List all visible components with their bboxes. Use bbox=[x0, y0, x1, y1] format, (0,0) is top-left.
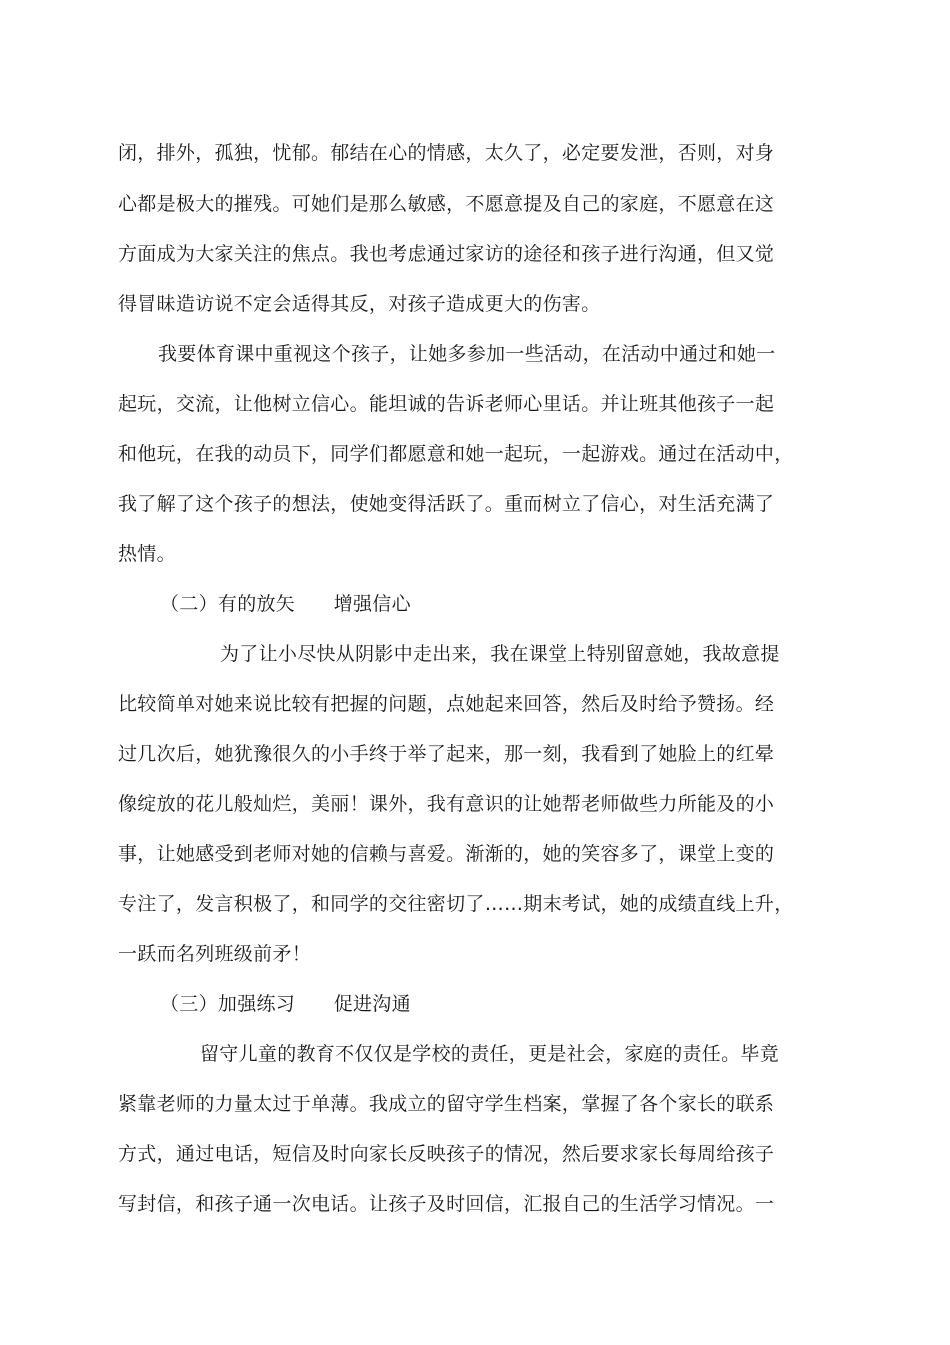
text-line: 心都是极大的摧残。可她们是那么敏感，不愿意提及自己的家庭，不愿意在这 bbox=[118, 193, 775, 215]
text-line: 紧靠老师的力量太过于单薄。我成立的留守学生档案，掌握了各个家长的联系 bbox=[118, 1093, 775, 1115]
text-line: 方式，通过电话，短信及时向家长反映孩子的情况，然后要求家长每周给孩子 bbox=[118, 1143, 775, 1165]
text-line: 事，让她感受到老师对她的信赖与喜爱。渐渐的，她的笑容多了，课堂上变的 bbox=[118, 843, 775, 865]
text-line: 过几次后，她犹豫很久的小手终于举了起来，那一刻，我看到了她脸上的红晕 bbox=[118, 743, 775, 765]
text-line: 写封信，和孩子通一次电话。让孩子及时回信，汇报自己的生活学习情况。一 bbox=[118, 1193, 775, 1215]
text-line: 热情。 bbox=[118, 543, 176, 565]
text-line: 专注了，发言积极了，和同学的交往密切了……期末考试，她的成绩直线上升， bbox=[118, 893, 794, 915]
text-line: 我要体育课中重视这个孩子，让她多参加一些活动，在活动中通过和她一 bbox=[158, 343, 776, 365]
text-line: 方面成为大家关注的焦点。我也考虑通过家访的途径和孩子进行沟通，但又觉 bbox=[118, 243, 775, 265]
section-heading: （三）加强练习 促进沟通 bbox=[160, 993, 411, 1015]
text-line: 像绽放的花儿般灿烂，美丽！课外，我有意识的让她帮老师做些力所能及的小 bbox=[118, 793, 775, 815]
text-line: 得冒昧造访说不定会适得其反，对孩子造成更大的伤害。 bbox=[118, 293, 601, 315]
text-line: 比较简单对她来说比较有把握的问题，点她起来回答，然后及时给予赞扬。经 bbox=[118, 693, 775, 715]
text-line: 和他玩，在我的动员下，同学们都愿意和她一起玩，一起游戏。通过在活动中， bbox=[118, 443, 794, 465]
text-line: 为了让小尽快从阴影中走出来，我在课堂上特别留意她，我故意提 bbox=[220, 643, 780, 665]
text-line: 闭，排外，孤独，忧郁。郁结在心的情感，太久了，必定要发泄，否则，对身 bbox=[118, 142, 775, 164]
section-heading: （二）有的放矢 增强信心 bbox=[160, 593, 411, 615]
text-line: 起玩，交流，让他树立信心。能坦诚的告诉老师心里话。并让班其他孩子一起 bbox=[118, 393, 775, 415]
text-line: 一跃而名列班级前矛！ bbox=[118, 943, 312, 965]
text-line: 留守儿童的教育不仅仅是学校的责任，更是社会，家庭的责任。毕竟 bbox=[200, 1043, 780, 1065]
text-line: 我了解了这个孩子的想法，使她变得活跃了。重而树立了信心，对生活充满了 bbox=[118, 493, 775, 515]
